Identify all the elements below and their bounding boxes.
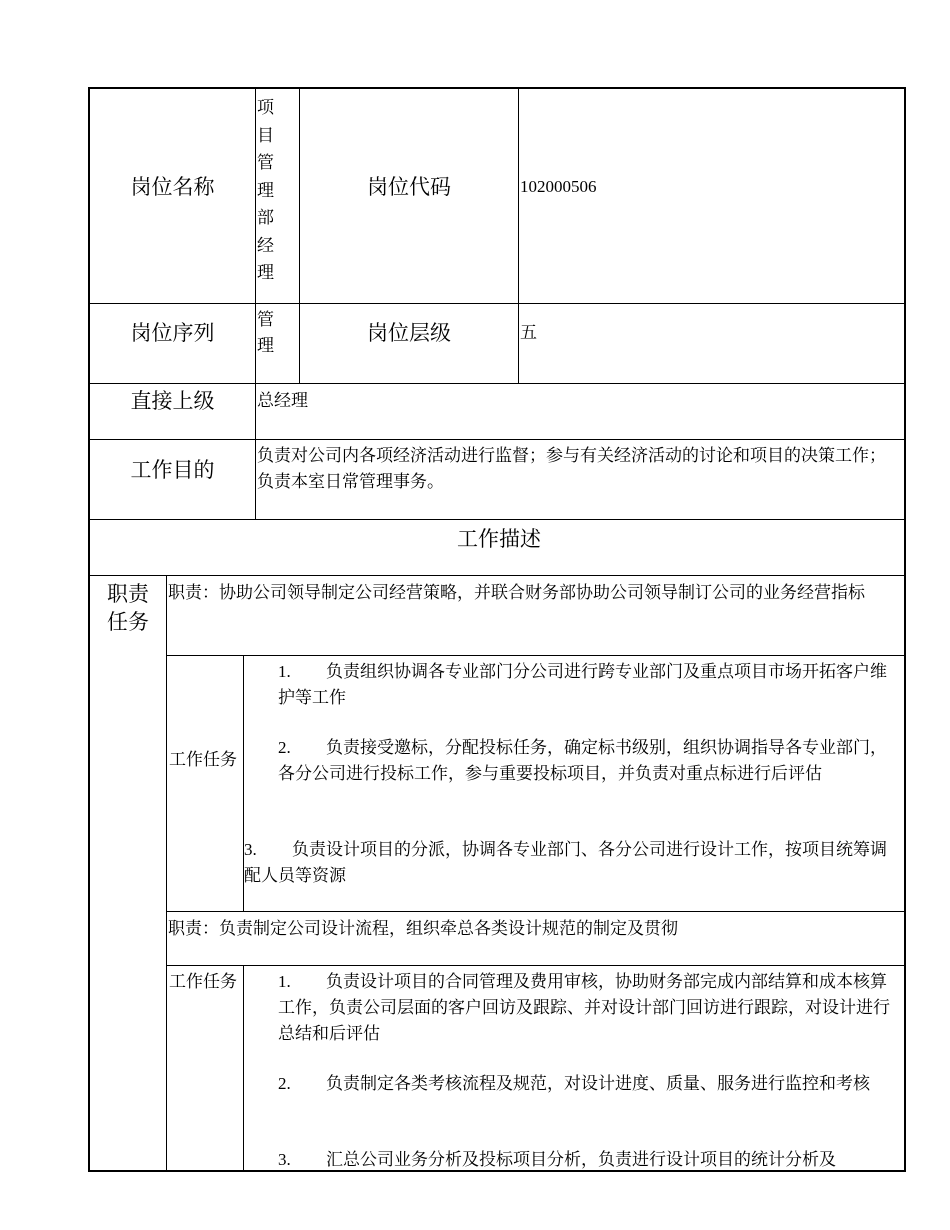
post-name-value: 项目管理部经理	[257, 98, 274, 282]
task-text: 负责设计项目的分派，协调各专业部门、各分公司进行设计工作，按项目统筹调配人员等资源	[244, 840, 887, 885]
column-divider	[255, 89, 256, 519]
task-number: 1.	[278, 662, 291, 681]
row-divider	[90, 439, 906, 440]
task-number: 2.	[278, 738, 291, 757]
task-text: 负责接受邀标，分配投标任务，确定标书级别，组织协调指导各专业部门，各分公司进行投标工作，参与重要投标项目，并负责对重点标进行后评估	[278, 738, 887, 783]
work-task-label: 工作任务	[169, 972, 237, 991]
task-item	[278, 1147, 898, 1172]
work-purpose-label: 工作目的	[130, 458, 215, 482]
duty-title: 职责：负责制定公司设计流程，组织牵总各类设计规范的制定及贯彻	[168, 919, 678, 938]
post-level-label: 岗位层级	[367, 321, 451, 345]
row-divider	[166, 911, 906, 912]
task-item	[278, 969, 890, 1047]
task-number: 1.	[278, 972, 291, 991]
task-item	[244, 837, 892, 889]
row-divider	[90, 519, 906, 520]
task-number: 3.	[278, 1150, 291, 1169]
column-divider	[518, 89, 519, 383]
row-divider	[166, 965, 906, 966]
post-sequence-value: 管理	[257, 310, 274, 355]
task-text: 负责设计项目的合同管理及费用审核，协助财务部完成内部结算和成本核算工作，负责公司层面的客户回访及跟踪、并对设计部门回访进行跟踪，对设计进行总结和后评估	[278, 972, 890, 1043]
task-number: 3.	[244, 840, 257, 859]
post-code-label: 岗位代码	[367, 175, 451, 199]
post-level-value: 五	[520, 323, 537, 342]
duty-title: 职责：协助公司领导制定公司经营策略，并联合财务部协助公司领导制订公司的业务经营指标	[168, 583, 865, 602]
work-description-title: 工作描述	[457, 527, 541, 551]
work-purpose-value: 负责对公司内各项经济活动进行监督；参与有关经济活动的讨论和项目的决策工作；负责本室日常管理事务。	[257, 446, 886, 491]
row-divider	[90, 303, 906, 304]
task-text: 负责组织协调各专业部门分公司进行跨专业部门及重点项目市场开拓客户维护等工作	[278, 662, 887, 707]
job-description-table	[88, 87, 906, 1172]
row-divider	[166, 655, 906, 656]
post-sequence-label: 岗位序列	[130, 321, 215, 345]
task-number: 2.	[278, 1074, 291, 1093]
direct-superior-label: 直接上级	[130, 389, 215, 413]
row-divider	[90, 575, 906, 576]
task-text: 汇总公司业务分析及投标项目分析，负责进行设计项目的统计分析及	[326, 1150, 836, 1169]
task-item	[278, 1071, 890, 1097]
row-divider	[90, 383, 906, 384]
duties-tasks-label: 职责任务	[107, 582, 149, 634]
task-item	[278, 659, 890, 711]
post-name-label: 岗位名称	[130, 175, 215, 199]
task-item	[278, 735, 896, 787]
column-divider	[243, 965, 244, 1172]
post-code-value: 102000506	[520, 177, 597, 196]
direct-superior-value: 总经理	[257, 391, 308, 410]
column-divider	[166, 575, 167, 1172]
task-text: 负责制定各类考核流程及规范，对设计进度、质量、服务进行监控和考核	[326, 1074, 870, 1093]
work-task-label: 工作任务	[169, 750, 237, 769]
